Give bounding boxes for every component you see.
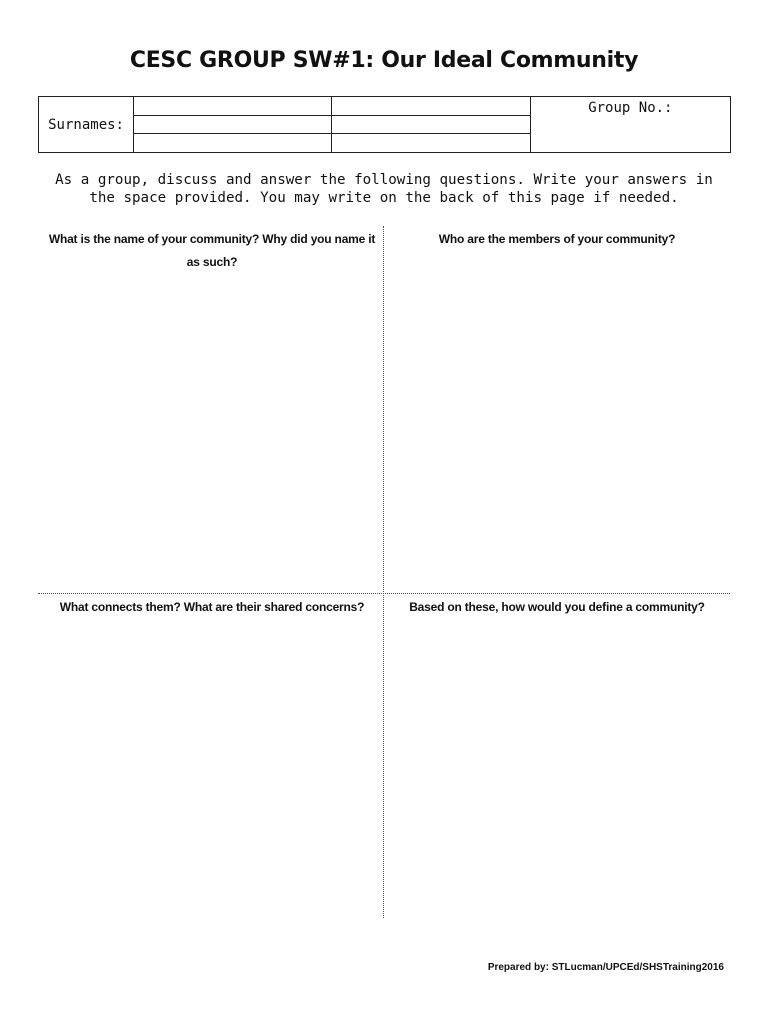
- surname-field-6[interactable]: [332, 134, 530, 153]
- question-community-members: Who are the members of your community?: [438, 232, 676, 246]
- question-shared-concerns: What connects them? What are their shared concerns?: [59, 600, 365, 614]
- group-info-table: [38, 96, 731, 153]
- group-number-label: Group No.:: [588, 100, 673, 116]
- worksheet-title: CESC GROUP SW#1: Our Ideal Community: [129, 48, 639, 73]
- vertical-divider: [383, 226, 384, 918]
- surname-field-1[interactable]: [134, 97, 332, 116]
- horizontal-divider: [38, 593, 730, 594]
- footer-credit: Prepared by: STLucman/UPCEd/SHSTraining2016: [487, 962, 724, 973]
- question-community-name: What is the name of your community? Why did you name it as such?: [48, 232, 376, 269]
- question-define-community: Based on these, how would you define a community?: [409, 600, 705, 614]
- surname-field-3[interactable]: [134, 115, 332, 134]
- group-number-field[interactable]: [530, 97, 730, 153]
- surname-field-5[interactable]: [134, 134, 332, 153]
- surname-field-2[interactable]: [332, 97, 530, 116]
- instructions-text: As a group, discuss and answer the following questions. Write your answers in the space provided. You may write on the back of this page if needed.: [55, 172, 713, 206]
- surname-field-4[interactable]: [332, 115, 530, 134]
- surnames-label: Surnames:: [39, 97, 134, 153]
